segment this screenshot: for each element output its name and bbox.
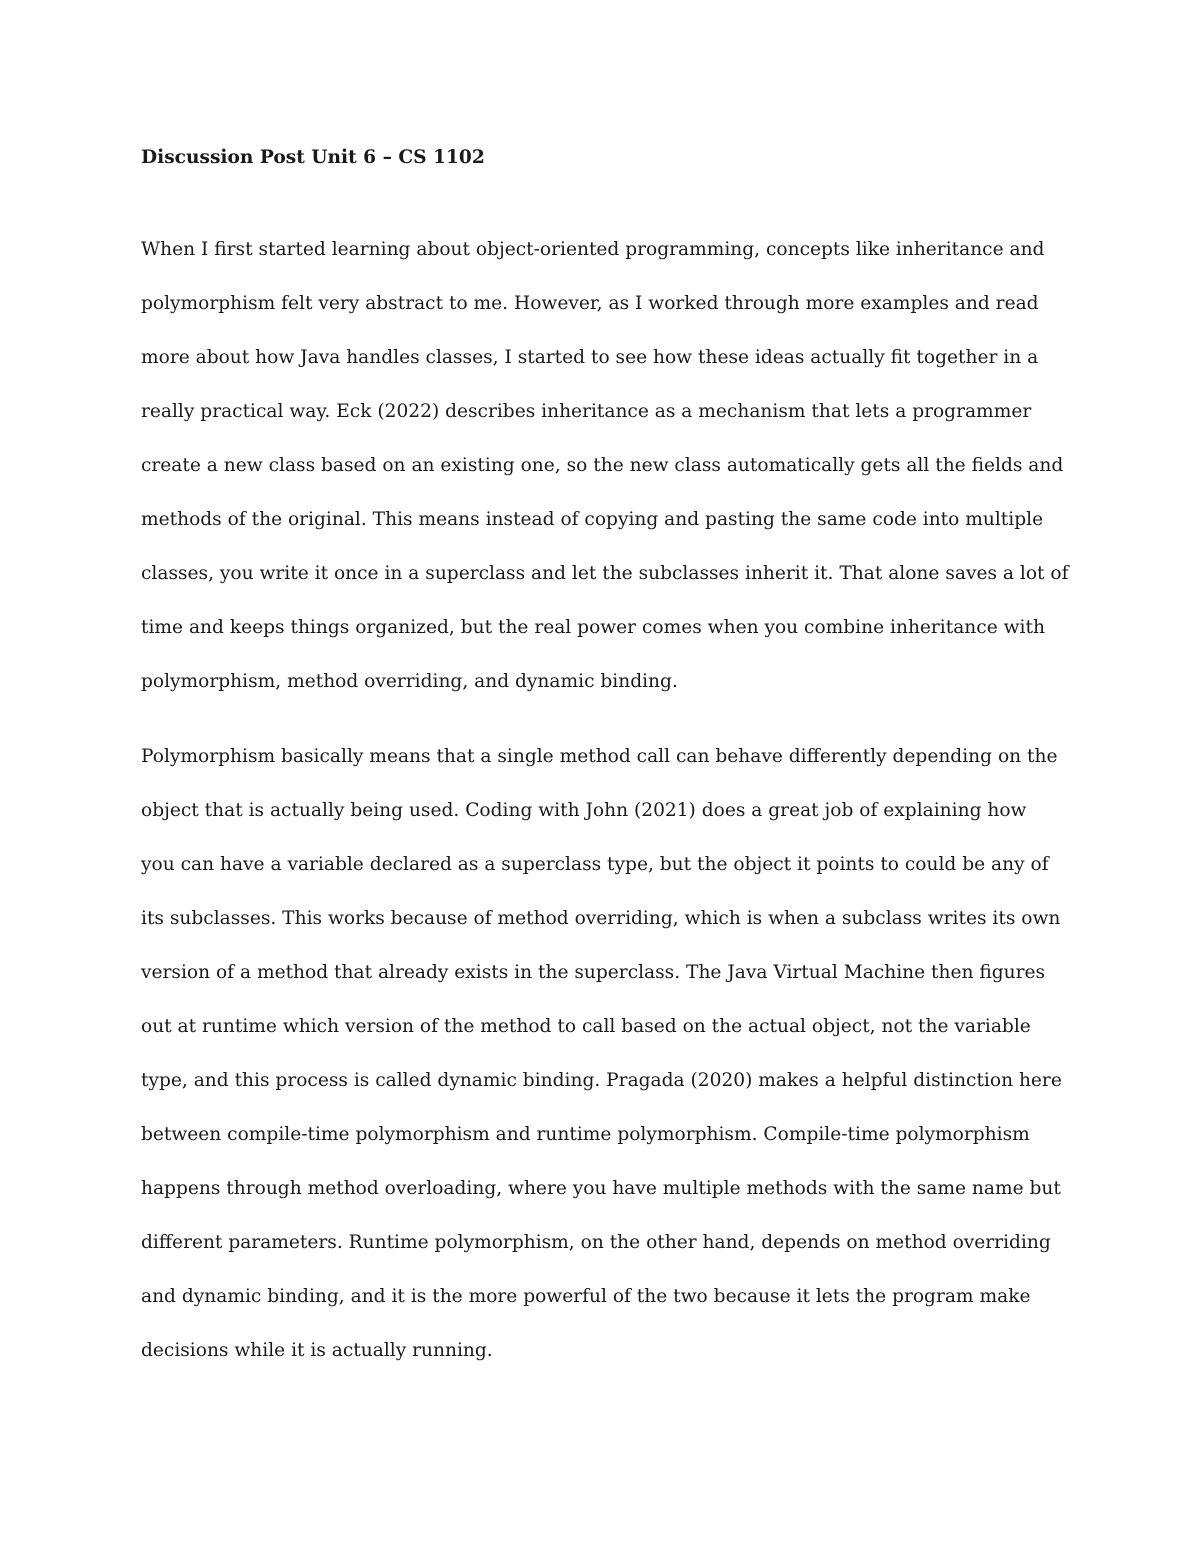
document-title: Discussion Post Unit 6 – CS 1102 bbox=[141, 147, 485, 168]
paragraph-line: polymorphism felt very abstract to me. However, as I worked through more examples and read bbox=[141, 293, 1039, 314]
paragraph-line: out at runtime which version of the method to call based on the actual object, not the variable bbox=[141, 1016, 1031, 1037]
paragraph-line: its subclasses. This works because of method overriding, which is when a subclass writes its own bbox=[141, 908, 1061, 929]
paragraph-line: and dynamic binding, and it is the more powerful of the two because it lets the program make bbox=[141, 1286, 1031, 1307]
paragraph-1 bbox=[141, 223, 1071, 709]
paragraph-line: version of a method that already exists in the superclass. The Java Virtual Machine then figures bbox=[141, 962, 1046, 983]
paragraph-line: happens through method overloading, where you have multiple methods with the same name but bbox=[141, 1178, 1061, 1199]
paragraph-line: polymorphism, method overriding, and dynamic binding. bbox=[141, 671, 678, 692]
paragraph-line: different parameters. Runtime polymorphism, on the other hand, depends on method overriding bbox=[141, 1232, 1051, 1253]
paragraph-line: When I first started learning about object-oriented programming, concepts like inheritance and bbox=[141, 239, 1045, 260]
paragraph-line: decisions while it is actually running. bbox=[141, 1340, 493, 1361]
paragraph-line: more about how Java handles classes, I started to see how these ideas actually fit together in a bbox=[141, 347, 1039, 368]
paragraph-2 bbox=[141, 730, 1071, 1378]
paragraph-line: classes, you write it once in a superclass and let the subclasses inherit it. That alone saves a lot of bbox=[141, 563, 1069, 584]
paragraph-line: methods of the original. This means instead of copying and pasting the same code into multiple bbox=[141, 509, 1044, 530]
paragraph-line: really practical way. Eck (2022) describes inheritance as a mechanism that lets a programmer bbox=[141, 401, 1032, 422]
paragraph-line: create a new class based on an existing one, so the new class automatically gets all the fields and bbox=[141, 455, 1064, 476]
paragraph-line: time and keeps things organized, but the real power comes when you combine inheritance with bbox=[141, 617, 1045, 638]
paragraph-line: type, and this process is called dynamic binding. Pragada (2020) makes a helpful distinction here bbox=[141, 1070, 1062, 1091]
paragraph-line: object that is actually being used. Coding with John (2021) does a great job of explaining how bbox=[141, 800, 1027, 821]
paragraph-line: you can have a variable declared as a superclass type, but the object it points to could be any of bbox=[141, 854, 1049, 875]
paragraph-line: between compile-time polymorphism and runtime polymorphism. Compile-time polymorphism bbox=[141, 1124, 1030, 1145]
paragraph-line: Polymorphism basically means that a single method call can behave differently depending on the bbox=[141, 746, 1058, 767]
